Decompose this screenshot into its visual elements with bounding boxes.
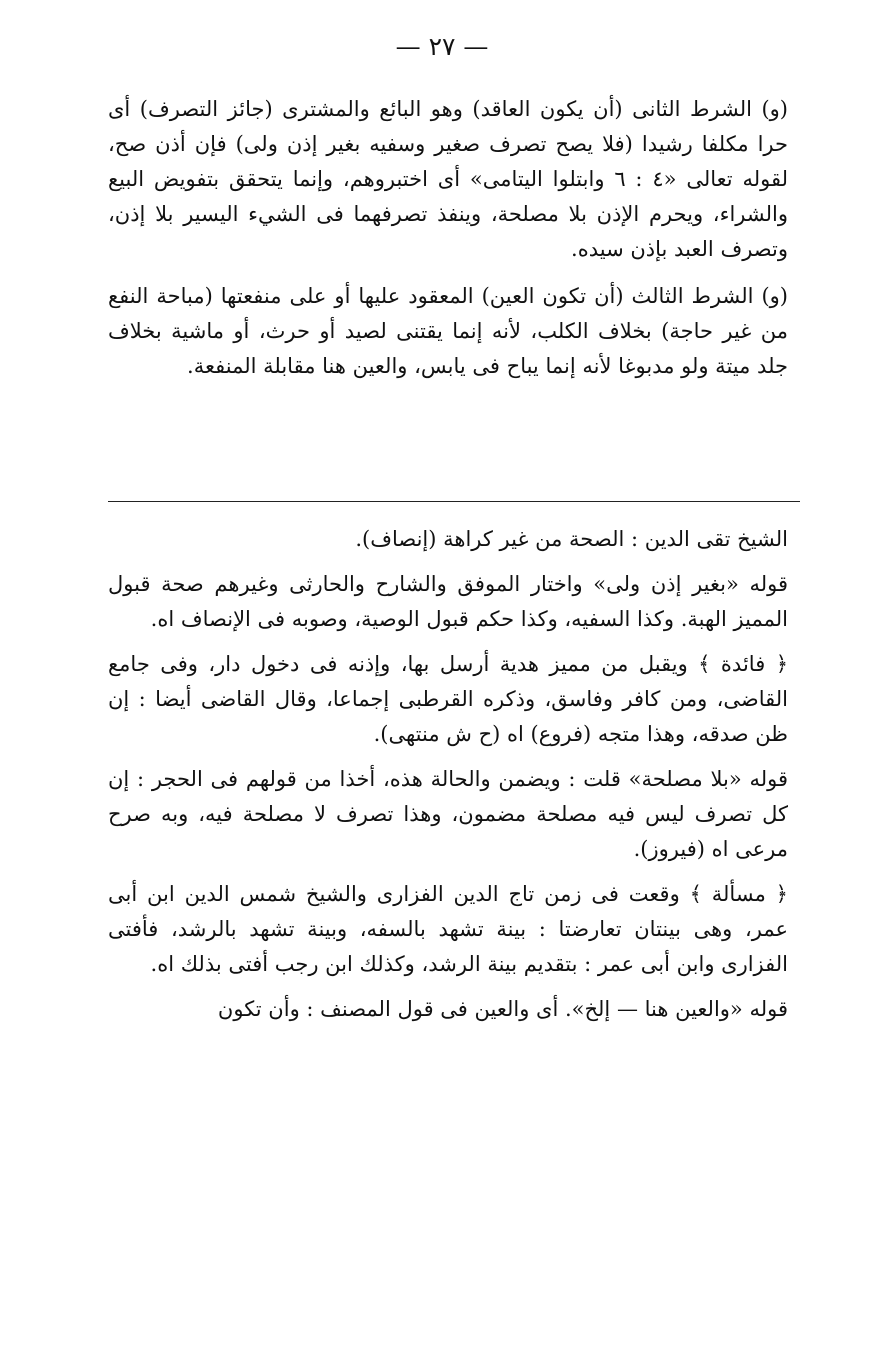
footnote-paragraph: ﴿ مسألة ﴾ وقعت فى زمن تاج الدين الفزارى والشيخ شمس الدين ابن أبى عمر، وهى بينتان تعارضتا : بينة تشهد بالسفه، وبينة تشهد بالرشد، فأفتى الفزارى وابن أبى عمر : بتقديم بينة الرشد، وكذلك ابن رجب أفتى بذلك اه. — [108, 882, 789, 976]
footnote-paragraph: ﴿ فائدة ﴾ ويقبل من مميز هدية أرسل بها، وإذنه فى دخول دار، وفى جامع القاضى، ومن كافر وفاسق، وذكره القرطبى إجماعا، وقال القاضى أيضا : إن ظن صدقه، وهذا متجه (فروع) اه (ح ش منتهى). — [108, 652, 788, 746]
main-paragraph: (و) الشرط الثالث (أن تكون العين) المعقود عليها أو على منفعتها (مباحة النفع من غير حاجة) بخلاف الكلب، لأنه إنما يقتنى لصيد أو حرث، أو ماشية بخلاف جلد ميتة ولو مدبوغا لأنه إنما يباح فى يابس، والعين هنا مقابلة المنفعة. — [108, 284, 788, 378]
footnote-paragraph: الشيخ تقى الدين : الصحة من غير كراهة (إنصاف). — [355, 527, 788, 551]
footnote-paragraph: قوله «بلا مصلحة» قلت : ويضمن والحالة هذه، أخذا من قولهم فى الحجر : إن كل تصرف ليس فيه مصلحة مضمون، وهذا تصرف لا مصلحة فيه، وبه صرح مرعى اه (فيروز). — [108, 767, 788, 861]
footnote-divider — [108, 501, 800, 502]
main-paragraph: (و) الشرط الثانى (أن يكون العاقد) وهو البائع والمشترى (جائز التصرف) أى حرا مكلفا رشيدا (فلا يصح تصرف صغير وسفيه بغير إذن ولى) فإن أذن صح، لقوله تعالى «٤ : ٦ وابتلوا اليتامى» أى اختبروهم، وإنما يتحقق بتفويض البيع والشراء، ويحرم الإذن بلا مصلحة، وينفذ تصرفهما فى الشيء اليسير بلا إذن، وتصرف العبد بإذن سيده. — [108, 97, 788, 261]
main-text — [108, 92, 788, 384]
footnotes — [108, 522, 788, 1027]
footnote-paragraph: قوله «والعين هنا — إلخ». أى والعين فى قول المصنف : وأن تكون — [217, 997, 788, 1021]
page-number: — ٢٧ — — [395, 32, 489, 61]
footnote-paragraph: قوله «بغير إذن ولى» واختار الموفق والشارح والحارثى وغيرهم صحة قبول المميز الهبة. وكذا السفيه، وكذا حكم قبول الوصية، وصوبه فى الإنصاف اه. — [108, 572, 788, 631]
